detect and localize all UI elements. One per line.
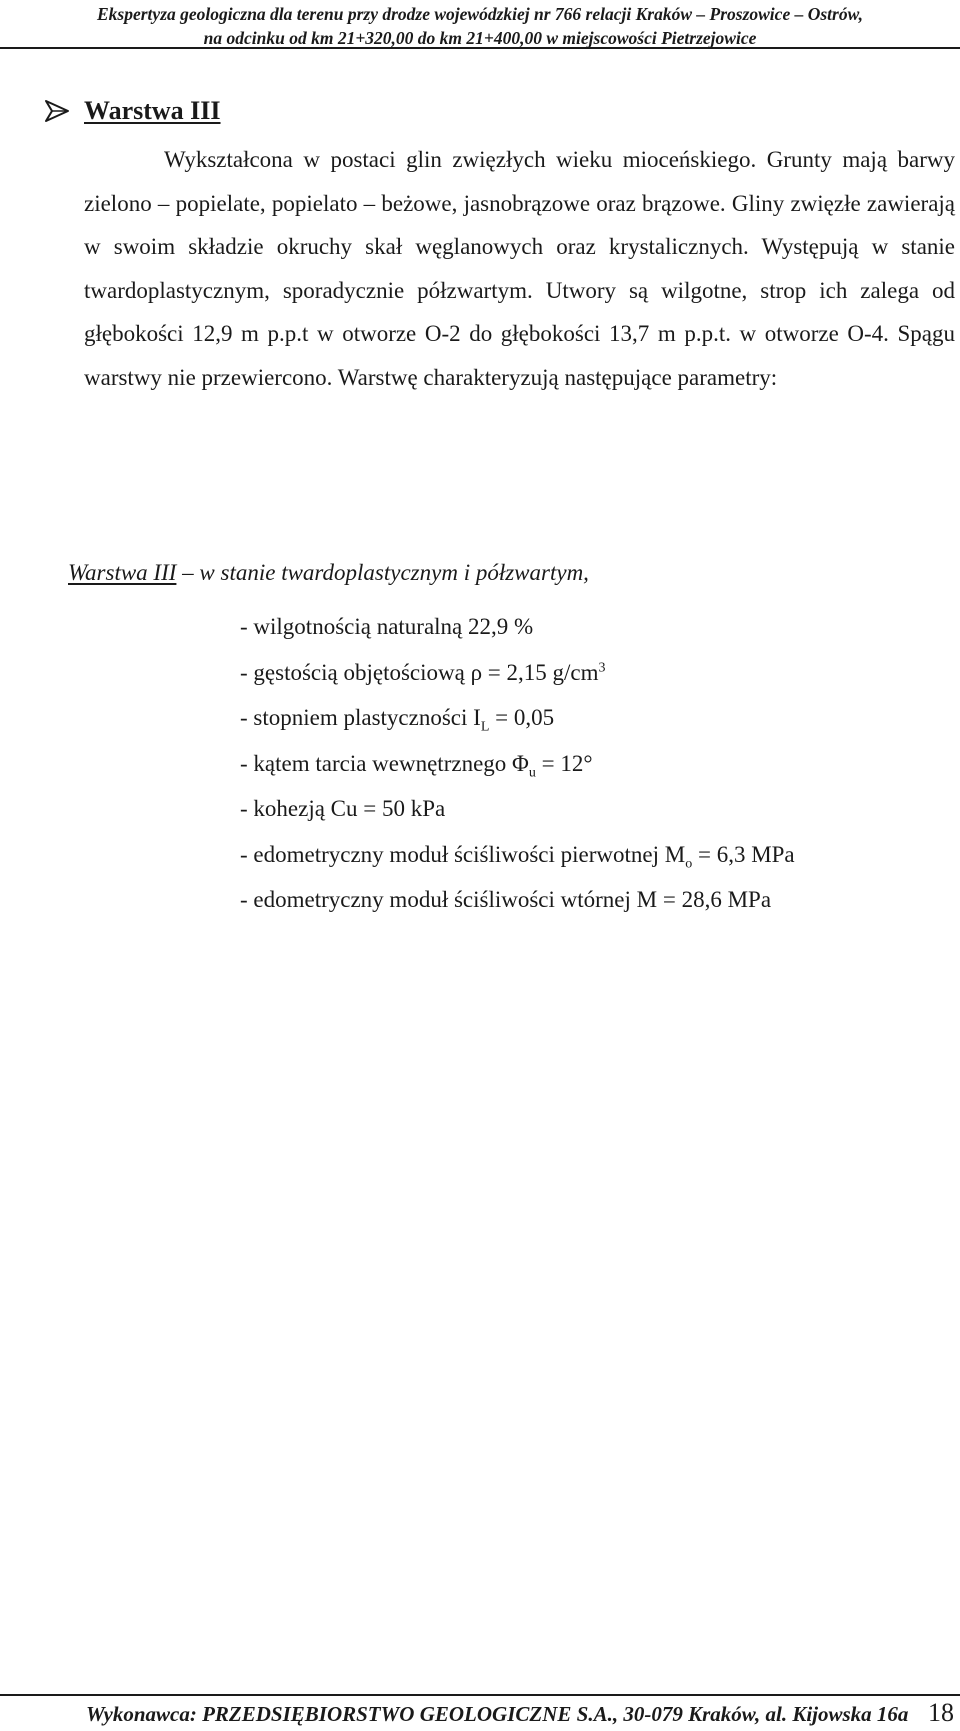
parameter-density: - gęstością objętościową ρ = 2,15 $g/cm^3$	[240, 659, 606, 685]
page-number: 18	[928, 1698, 954, 1727]
document-header	[0, 0, 960, 50]
description-paragraph	[84, 138, 955, 400]
parameter-friction-angle: - kątem tarcia wewnętrznego $\Phi_u = 12^\circ$	[240, 750, 593, 781]
footer-divider	[0, 1694, 960, 1696]
footer-contractor: Wykonawca: PRZEDSIĘBIORSTWO GEOLOGICZNE S.A., 30-079 Kraków, al. Kijowska 16a	[86, 1702, 909, 1726]
parameter-secondary-modulus: - edometryczny moduł ściśliwości wtórnej M = 28,6 MPa	[240, 887, 772, 912]
parameter-primary-modulus: - edometryczny moduł ściśliwości pierwotnej $M_o = 6,3$ MPa	[240, 841, 795, 872]
header-line-1: Ekspertyza geologiczna dla terenu przy drodze wojewódzkiej nr 766 relacji Kraków – Proszowice – Ostrów,	[97, 4, 863, 24]
arrowhead-bullet-icon	[44, 99, 70, 123]
paragraph-text: Wykształcona w postaci glin zwięzłych wieku mioceńskiego. Grunty mają barwy zielono – popielate, popielato – beżowe, jasnobrązowe oraz brązowe. Gliny zwięzłe zawierają w swoim składzie okruchy skał węglanowych oraz krystalicznych. Występują w stanie twardoplastycznym, sporadycznie półzwartym. Utwory są wilgotne, strop ich zalega od głębokości 12,9 m p.p.t w otworze O-2 do głębokości 13,7 m p.p.t. w otworze O-4. Spągu warstwy nie przewiercono. Warstwę charakteryzują następujące parametry:	[84, 147, 955, 390]
parameter-plasticity: - stopniem plastyczności $I_L = 0,05$	[240, 705, 555, 735]
layer-state: – w stanie twardoplastycznym i półzwartym,	[176, 560, 589, 585]
parameter-list	[240, 604, 795, 923]
layer-description	[68, 560, 589, 586]
section-title: Warstwa III	[84, 96, 221, 125]
header-line-2: na odcinku od km 21+320,00 do km 21+400,00 w miejscowości Pietrzejowice	[203, 28, 757, 48]
header-divider	[0, 47, 960, 49]
parameter-cohesion: - kohezją Cu = 50 kPa	[240, 796, 446, 821]
layer-name: Warstwa III	[68, 560, 177, 585]
parameter-moisture: - wilgotnością naturalną 22,9 %	[240, 614, 534, 639]
section-heading	[44, 96, 221, 126]
